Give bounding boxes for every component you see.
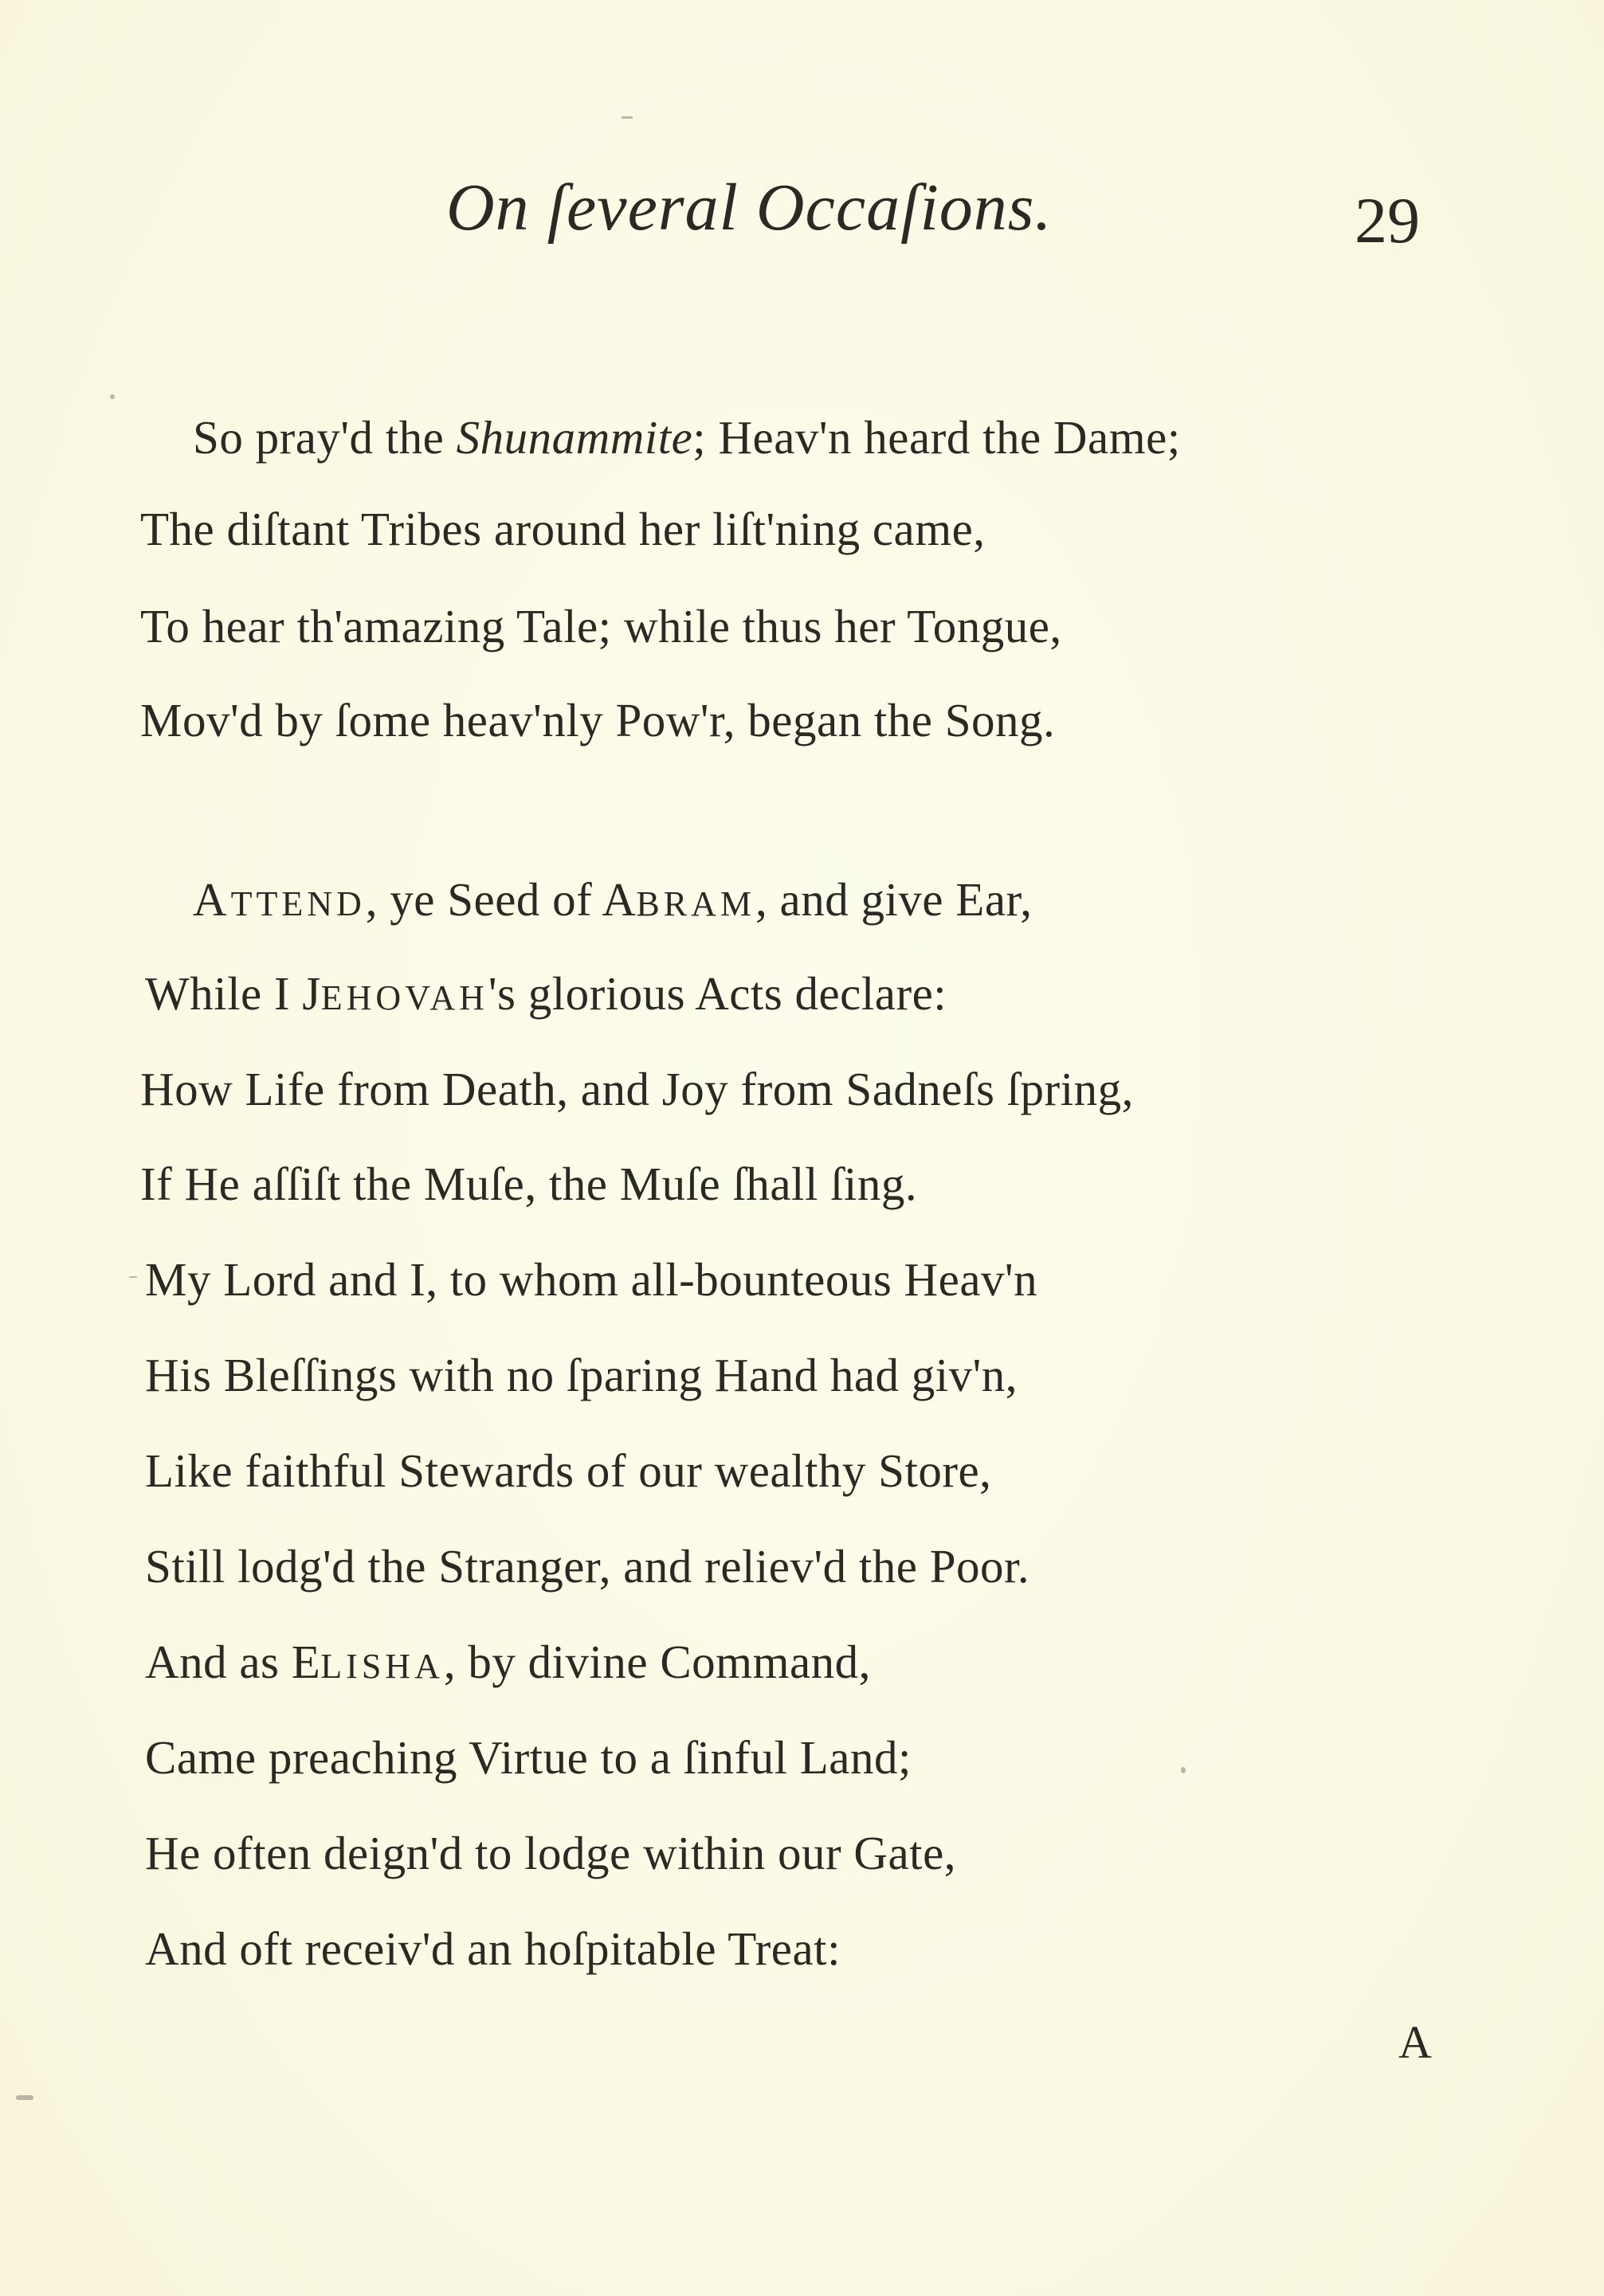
poem-line — [145, 966, 947, 1021]
poem-line: His Bleſſings with no ſparing Hand had giv'n, — [145, 1349, 1018, 1401]
poem-line — [193, 872, 1033, 927]
catchword: A — [1398, 2016, 1432, 2068]
poem-line: Came preaching Virtue to a ſinful Land; — [145, 1731, 912, 1784]
poem-line: He often deign'd to lodge within our Gate, — [145, 1827, 957, 1879]
poem-line — [145, 1635, 871, 1690]
print-speck — [16, 2095, 33, 2100]
poem-line: To hear th'amazing Tale; while thus her Tongue, — [140, 600, 1062, 652]
running-head-title: On ſeveral Occaſions. — [446, 170, 1053, 245]
print-speck — [1181, 1767, 1186, 1773]
small-caps-abram: BRAM — [636, 884, 756, 923]
poem-line: And oft receiv'd an hoſpitable Treat: — [145, 1922, 841, 1975]
print-speck — [110, 394, 115, 399]
line-text: 's glorious Acts declare: — [488, 967, 947, 1020]
small-caps-attend: TTEND — [230, 884, 366, 923]
small-caps-elisha: LISHA — [320, 1647, 444, 1686]
poem-line: The diſtant Tribes around her liſt'ning came, — [140, 503, 986, 555]
line-text: , ye Seed of A — [365, 873, 637, 926]
small-caps-jehovah: EHOVAH — [320, 978, 488, 1017]
print-speck — [129, 1276, 137, 1278]
page-number: 29 — [1355, 184, 1420, 257]
poem-line — [193, 410, 1181, 465]
poem-line: Mov'd by ſome heav'nly Pow'r, began the Song. — [140, 694, 1056, 746]
line-text: While I J — [145, 967, 321, 1020]
line-text: , by divine Command, — [443, 1636, 871, 1688]
poem-line: Still lodg'd the Stranger, and reliev'd the Poor. — [145, 1540, 1030, 1593]
line-text: A — [193, 873, 231, 926]
name-shunammite: Shunammite — [456, 411, 693, 464]
print-speck — [622, 116, 633, 119]
line-text: And as E — [145, 1636, 321, 1688]
poem-line: Like faithful Stewards of our wealthy Store, — [145, 1444, 992, 1497]
poem-line: If He aſſiſt the Muſe, the Muſe ſhall ſing. — [140, 1158, 918, 1210]
poem-line: How Life from Death, and Joy from Sadneſs ſpring, — [140, 1063, 1134, 1115]
poem-line: My Lord and I, to whom all-bounteous Heav'n — [145, 1253, 1038, 1306]
line-text: So pray'd the — [193, 411, 457, 464]
line-text: , and give Ear, — [755, 873, 1033, 926]
line-text: ; Heav'n heard the Dame; — [692, 411, 1181, 464]
